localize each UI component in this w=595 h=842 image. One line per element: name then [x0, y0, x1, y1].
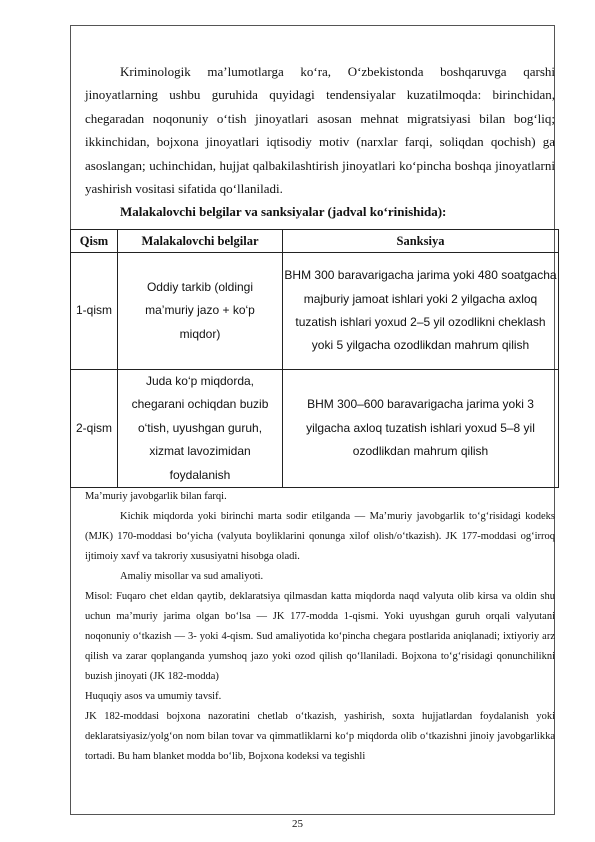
note-line-3: Huquqiy asos va umumiy tavsif.	[85, 691, 222, 702]
table-heading: Malakalovchi belgilar va sanksiyalar (jadval ko‘rinishida):	[120, 204, 447, 219]
cell-belgilar: Juda ko‘p miqdorda, chegarani ochiqdan buzib o‘tish, uyushgan guruh, xizmat lavozimidan foydalanish	[118, 370, 283, 488]
note-line-2: Amaliy misollar va sud amaliyoti.	[120, 571, 264, 582]
note-line-1: Ma’muriy javobgarlik bilan farqi.	[85, 491, 227, 502]
cell-qism: 2-qism	[71, 370, 118, 488]
note-paragraph-1: Kichik miqdorda yoki birinchi marta sodir etilganda — Ma’muriy javobgarlik to‘g‘risidagi kodeks (MJK) 170-moddasi bo‘yicha (valyuta boyliklarini qonunga xilof olish/o‘tkazish). JK 177-moddasi og‘irroq ijtimoiy xavf va takroriy xususiyatni hisobga oladi.	[85, 511, 555, 562]
cell-sanksiya: BHM 300–600 baravarigacha jarima yoki 3 yilgacha axloq tuzatish ishlari yoxud 5–8 yil ozodlikdan mahrum qilish	[283, 370, 559, 488]
header-qism: Qism	[71, 230, 118, 253]
sanctions-table	[70, 229, 559, 488]
table-row	[71, 370, 559, 488]
header-sanksiya: Sanksiya	[283, 230, 559, 253]
page-number: 25	[292, 818, 303, 830]
note-paragraph-3: JK 182-moddasi bojxona nazoratini chetlab o‘tkazish, yashirish, soxta hujjatlardan foydalanish yoki deklaratsiyasiz/yolg‘on nom bilan tovar va qimmatliklarni ko‘p miqdorda olib o‘tkazishni jinoiy javobgarlikka tortadi. Bu ham blanket modda bo‘lib, Bojxona kodeksi va tegishli	[85, 711, 555, 762]
cell-belgilar: Oddiy tarkib (oldingi ma’muriy jazo + ko‘p miqdor)	[118, 253, 283, 370]
cell-qism: 1-qism	[71, 253, 118, 370]
intro-paragraph: Kriminologik ma’lumotlarga ko‘ra, O‘zbekistonda boshqaruvga qarshi jinoyatlarning ushbu guruhida quyidagi tendensiyalar kuzatilmoqda: birinchidan, chegaradan noqonuniy o‘tish jinoyatlari asosan mehnat migratsiyasi bilan bog‘liq; ikkinchidan, bojxona jinoyatlari iqtisodiy motiv (narxlar farqi, soliqdan qochish) ga asoslangan; uchinchidan, hujjat qalbakilashtirish jinoyatlari ko‘pincha boshqa jinoyatlarni yashirish vositasi sifatida qo‘llaniladi.	[85, 64, 555, 197]
table-header-row	[71, 230, 559, 253]
header-belgilar: Malakalovchi belgilar	[118, 230, 283, 253]
note-paragraph-2: Misol: Fuqaro chet eldan qaytib, deklaratsiya qilmasdan katta miqdorda naqd valyuta olib kirsa va oldin shu uchun ma’muriy jarima olgan bo‘lsa — JK 177-modda 1-qismi. Yoki uyushgan guruh orqali valyutani noqonuniy o‘tkazish — 3- yoki 4-qism. Sud amaliyotida ko‘pincha chegara postlarida aniqlanadi; ixtiyoriy arz qilish va zarar qoplanganda yumshoq jazo yoki ozod qilish qo‘llaniladi. Bojxona to‘g‘risidagi qonunchilikni buzish jinoyati (JK 182-modda)	[85, 591, 555, 682]
table-row	[71, 253, 559, 370]
cell-sanksiya: BHM 300 baravarigacha jarima yoki 480 soatgacha majburiy jamoat ishlari yoki 2 yilgacha axloq tuzatish ishlari yoxud 2–5 yil ozodlikni cheklash yoki 5 yilgacha ozodlikdan mahrum qilish	[283, 253, 559, 370]
